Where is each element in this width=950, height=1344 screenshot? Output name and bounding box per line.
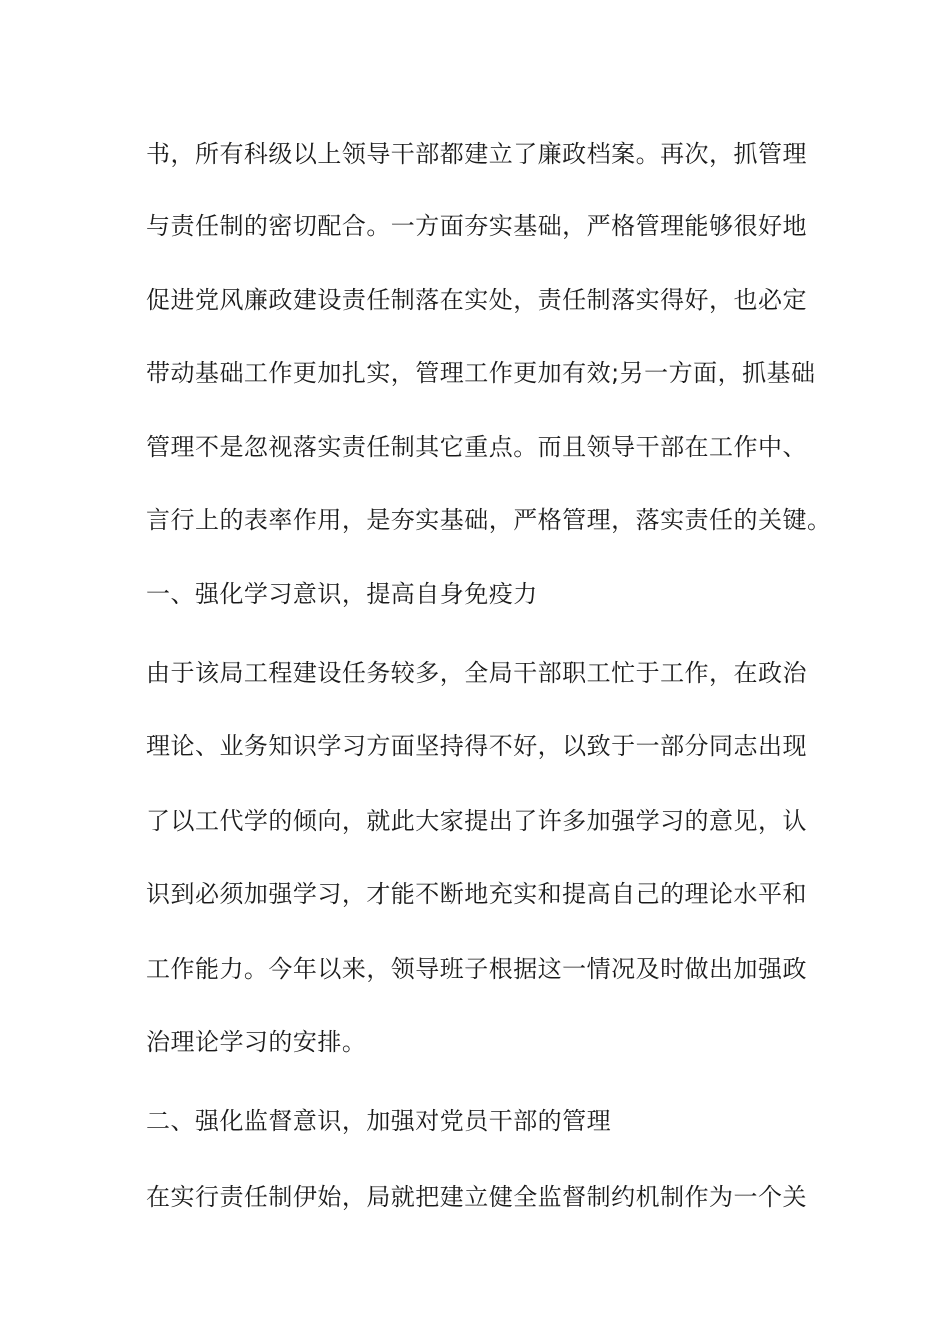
body-text-line: 管理不是忽视落实责任制其它重点。而且领导干部在工作中、 — [146, 433, 807, 461]
body-text-line: 由于该局工程建设任务较多，全局干部职工忙于工作，在政治 — [146, 659, 807, 687]
body-text-line: 言行上的表率作用，是夯实基础，严格管理，落实责任的关键。 — [146, 506, 832, 534]
section-heading-2: 二、强化监督意识，加强对党员干部的管理 — [146, 1107, 612, 1135]
body-text-line: 带动基础工作更加扎实，管理工作更加有效;另一方面，抓基础 — [146, 359, 816, 387]
body-text-line: 理论、业务知识学习方面坚持得不好，以致于一部分同志出现 — [146, 732, 807, 760]
body-text-line: 工作能力。今年以来，领导班子根据这一情况及时做出加强政 — [146, 955, 807, 983]
body-text-line: 促进党风廉政建设责任制落在实处，责任制落实得好，也必定 — [146, 286, 807, 314]
body-text-line: 书，所有科级以上领导干部都建立了廉政档案。再次，抓管理 — [146, 140, 807, 168]
body-text-line: 在实行责任制伊始，局就把建立健全监督制约机制作为一个关 — [146, 1183, 807, 1211]
body-text-line: 识到必须加强学习，才能不断地充实和提高自己的理论水平和 — [146, 880, 807, 908]
section-heading-1: 一、强化学习意识，提高自身免疫力 — [146, 580, 538, 608]
body-text-line: 治理论学习的安排。 — [146, 1028, 367, 1056]
body-text-line: 与责任制的密切配合。一方面夯实基础，严格管理能够很好地 — [146, 212, 807, 240]
body-text-line: 了以工代学的倾向，就此大家提出了许多加强学习的意见，认 — [146, 807, 807, 835]
